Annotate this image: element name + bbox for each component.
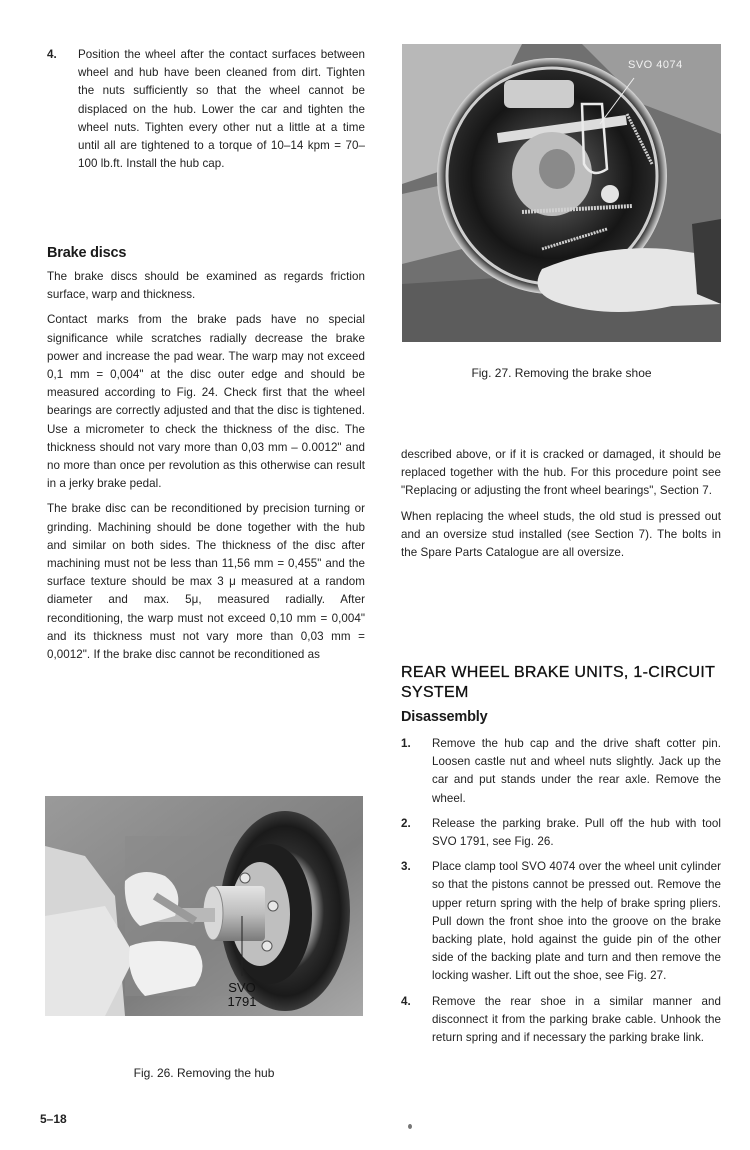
figure-26-photo — [45, 796, 363, 1016]
disassembly-heading: Disassembly — [401, 709, 488, 725]
numbered-step — [47, 46, 365, 173]
tool-label-line-2: 1791 — [227, 994, 257, 1009]
tool-label-line-1: SVO — [228, 980, 256, 995]
step-number: 4. — [401, 994, 411, 1008]
step-text: Release the parking brake. Pull off the hub with tool SVO 1791, see Fig. 26. — [432, 816, 721, 849]
tool-callout-svo-1791 — [220, 981, 264, 1009]
step-number: 4. — [47, 48, 57, 61]
paragraph: The brake disc can be reconditioned by precision turning or grinding. Machining should be done together with the hub and similar on both sides. The thickness of the disc after machining must not be less than 11,56 mm = 0,455" and the surface texture should be max 3 μ measured at a random diameter and max. 5μ, measured radially. After reconditioning, the warp must not exceed 0,10 mm = 0,004" and its thickness must not vary more than 0,03 mm = 0,0012". If the brake disc cannot be reconditioned as — [47, 502, 365, 662]
step-number: 1. — [401, 737, 411, 750]
step-number: 3. — [401, 860, 411, 874]
numbered-step — [401, 993, 721, 1048]
numbered-step — [401, 815, 721, 851]
step-text: Place clamp tool SVO 4074 over the wheel unit cylinder so that the pistons cannot be pressed out. Remove the upper return spring with the help of brake spring pliers. Pull down the front shoe into the groove on the brake backing plate, hold against the guide pin of the other side of the backing plate and turn and then remove the locking washer. Lift out the shoe, see Fig. 27. — [432, 860, 721, 983]
print-speck — [408, 1124, 412, 1129]
paragraph: The brake discs should be examined as regards friction surface, warp and thickness. — [47, 270, 365, 302]
section-heading: REAR WHEEL BRAKE UNITS, 1-CIRCUIT SYSTEM — [401, 664, 715, 701]
page-number: 5–18 — [40, 1112, 67, 1126]
right-continuation-text — [401, 446, 721, 562]
brake-discs-section — [47, 243, 365, 664]
figure-26-caption: Fig. 26. Removing the hub — [133, 1066, 275, 1080]
hub-removal-illustration — [45, 796, 363, 1016]
numbered-step — [401, 858, 721, 985]
rear-wheel-brake-section — [401, 663, 721, 1047]
brake-discs-heading: Brake discs — [47, 245, 127, 261]
step-number: 2. — [401, 816, 411, 830]
step-text: Remove the hub cap and the drive shaft cotter pin. Loosen castle nut and wheel nuts slightly. Jack up the car and put stands under the rear axle. Remove the wheel. — [432, 737, 721, 805]
left-step-4 — [47, 46, 365, 173]
figure-27-photo — [402, 44, 721, 342]
numbered-step — [401, 735, 721, 808]
tool-callout-svo-4074: SVO 4074 — [628, 59, 683, 71]
paragraph: described above, or if it is cracked or damaged, it should be replaced together with the hub. For this procedure point see "Replacing or adjusting the front wheel bearings", Section 7. — [401, 448, 721, 498]
step-text: Remove the rear shoe in a similar manner and disconnect it from the parking brake cable. Unhook the return spring and if necessary the parking brake link. — [432, 994, 721, 1045]
brake-shoe-illustration — [402, 44, 721, 342]
figure-27-caption: Fig. 27. Removing the brake shoe — [471, 366, 652, 380]
paragraph: When replacing the wheel studs, the old stud is pressed out and an oversize stud installed (see Section 7). The bolts in the Spare Parts Catalogue are all oversize. — [401, 509, 721, 560]
paragraph: Contact marks from the brake pads have no special significance while scratches radially decrease the brake power and increase the pad wear. The warp may not exceed 0,1 mm = 0,004" at the disc outer edge and should be measured according to Fig. 24. Check first that the wheel bearings are correctly adjusted and that the disc is tightened. Use a micrometer to check the thickness of the disc. The thickness should not vary more than 0,03 mm – 0.0012" and no more than once per revolution as this otherwise can result in a jerky brake pedal. — [47, 313, 365, 491]
step-text: Position the wheel after the contact surfaces between wheel and hub have been cleaned from dirt. Tighten the nuts sufficiently so that the wheel cannot be displaced on the hub. Lower the car and tighten the wheel nuts. Tighten every other nut a little at a time until all are tightened to a torque of 10–14 kpm = 70–100 lb.ft. Install the hub cap. — [78, 48, 365, 171]
